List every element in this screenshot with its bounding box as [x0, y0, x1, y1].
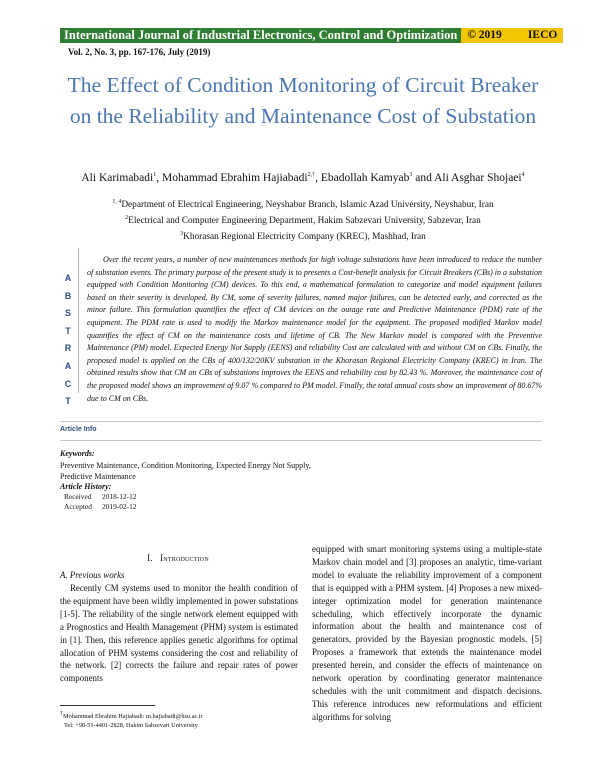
subsection-heading: A. Previous works [60, 570, 125, 580]
affiliation-sup: 2 [125, 214, 129, 221]
author-and: and [412, 172, 435, 184]
accepted-label: Accepted [64, 502, 92, 511]
publisher-text: IECO [527, 29, 558, 41]
keywords-label: Keywords: [60, 449, 95, 458]
body-paragraph: equipped with smart monitoring systems using a multiple-state Markov chain model and [3] proposes an analytic, time-variant model to evaluate the reliability improvement of a component that is equipped with a PHM system. [4] Proposes a new mixed-integer optimization model for generation maintenance scheduling, which effectively incorporate the dynamic information about the health and maintenance cost of generators, provided by the Bayesian prognostic models. [5] Proposes a framework that extends the maintenance model presented herein, and consider the effects of maintenance on network operation by coordinating generator maintenance schedules with the unit commitment and dispatch decisions. This reference introduces new reformulations and efficient algorithms for solving [312, 544, 542, 722]
keywords-text: Preventive Maintenance, Condition Monitoring, Expected Energy Not Supply, Predictive Maintenance [60, 461, 311, 481]
body-right-column [312, 543, 542, 724]
author-sup: 4 [521, 172, 525, 179]
abstract-letter: R [64, 343, 72, 354]
affiliation-text: Khorasan Regional Electricity Company (KREC), Mashhad, Iran [183, 231, 426, 242]
section-number: I. [147, 553, 153, 563]
article-info-heading: Article Info [60, 426, 97, 433]
body-paragraph: Recently CM systems used to monitor the health condition of the equipment have been wildly implemented in power substations [1-5]. The reliability of the single network element equipped with a Prognostics and Health Management (PHM) system is estimated in [1]. Then, this reference applies genetic algorithms for optimal allocation of PHM systems considering the cost and reliability of the network. [2] corrects the failure and repair rates of power components [60, 583, 298, 684]
copyright-block [461, 28, 563, 43]
history-label: Article History: [60, 482, 112, 491]
author-name: Ali Asghar Shojaei [434, 172, 522, 184]
journal-banner [60, 28, 563, 43]
author-separator: , [315, 172, 321, 184]
affiliation-list [60, 196, 546, 244]
author-separator: , [156, 172, 162, 184]
author-name: Ebadollah Kamyab [320, 172, 410, 184]
affiliation-text: Electrical and Computer Engineering Department, Hakim Sabzevari University, Sabzevar, Iran [128, 215, 481, 226]
affiliation-sup: 1, 4 [112, 199, 122, 205]
author-sup: 3 [409, 172, 413, 179]
affiliation-line [60, 228, 546, 244]
journal-name: International Journal of Industrial Electronics, Control and Optimization [60, 28, 461, 43]
abstract-letter: B [64, 290, 72, 301]
affiliation-text: Department of Electrical Engineering, Neyshabur Branch, Islamic Azad University, Neyshabur, Iran [121, 200, 494, 211]
author-sup: 1 [153, 172, 157, 179]
section-heading [60, 553, 296, 563]
abstract-letter: T [65, 396, 71, 407]
section-title: Introduction [160, 553, 209, 563]
article-info-rule-top [60, 421, 542, 422]
footnote-sup: † [60, 711, 63, 717]
volume-info: Vol. 2, No. 3, pp. 167-176, July (2019) [68, 47, 211, 57]
abstract-side-label [62, 270, 74, 411]
received-date: 2018-12-12 [102, 492, 137, 501]
article-info-rule-bottom [60, 440, 542, 441]
abstract-text: Over the recent years, a number of new maintenances methods for high voltage substations have been introduced to reduce the number of substation events. The primary purpose of the present study is to presents a Cost-benefit analysis for Circuit Breakers (CBs) in a substation equipped with Condition Monitoring (CM) devices. To this end, a mathematical formulation to categorize and model equipment failures based on their severity is developed. By CM, some of severity failures, named major failures, can be detected early, and corrected as the minor failure. This formulation quantifies the effect of CM devices on the outage rate and Predictive Maintenance (PDM) rate of the equipment. The PDM rate is used to modify the Markov maintenance model for the equipment. The proposed modified Markov model quantifies the effect of CM on the maintenance costs and lifetime of CB. The New Markov model is compared with the Preventive Maintenance (PM) model. Expected Energy Not Supply (EENS) and reliability Cost are calculated with and without CM on CBs. Finally, the proposed model is applied on the CBs of 400/132/20KV substation in the Khorasan Regional Electricity Company (KREC) in Iran. The obtained results show that CM on CBs of substations improves the EENS and reliability cost by 82.43 %. Moreover, the maintenance cost of the proposed model shows an improvement of 9.07 % compared to PM model. Finally, the total annual costs show an improvement of 80.67% due to CM on CBs. [87, 255, 542, 403]
affiliation-line [60, 196, 546, 212]
abstract-letter: S [64, 308, 71, 319]
author-name: Ali Karimabadi [81, 172, 154, 184]
abstract-letter: T [65, 325, 71, 336]
abstract-letter: C [64, 378, 72, 389]
paper-title: The Effect of Condition Monitoring of Circuit Breaker on the Reliability and Maintenance Cost of Substation [67, 73, 539, 128]
author-sup: 2,† [307, 172, 316, 179]
affiliation-sup: 3 [180, 230, 184, 237]
accepted-date: 2019-02-12 [102, 502, 137, 511]
footnote-rule [60, 705, 155, 706]
copyright-text: © 2019 [467, 29, 502, 41]
received-label: Received [64, 492, 92, 501]
footnote-email: Mohammad Ebrahim Hajiabadi: m.hajiabadi@hsu.ac.ir [63, 713, 203, 721]
author-name: Mohammad Ebrahim Hajiabadi [161, 172, 308, 184]
abstract-divider [78, 248, 79, 393]
affiliation-line [60, 212, 546, 228]
footnote-line [60, 710, 300, 721]
abstract-letter: A [64, 360, 72, 371]
author-list [60, 172, 546, 184]
abstract-letter: A [64, 273, 72, 283]
footnote-phone: Tel: +98-51-4401-2828, Hakim Sabzevari University [64, 722, 198, 729]
body-left-column [60, 582, 298, 685]
